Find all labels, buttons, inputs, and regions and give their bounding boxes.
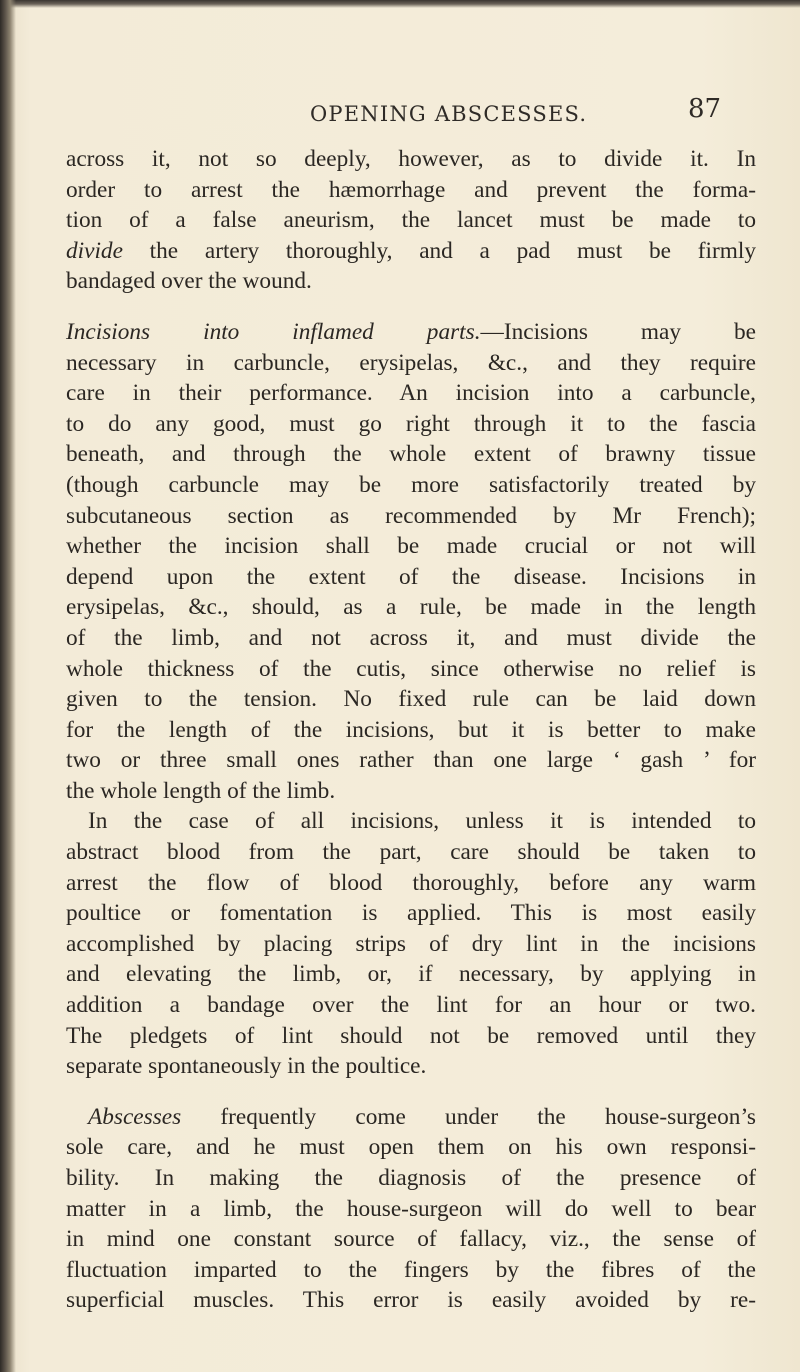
paragraph-continuation [66,144,756,297]
page-number: 87 [688,94,722,124]
text-line: abstract blood from the part, care should be taken to [66,839,756,866]
text-line: arrest the flow of blood thoroughly, before any warm [66,869,756,896]
text-line: superficial muscles. This error is easily avoided by re- [66,1287,756,1314]
page-top-edge [0,0,800,8]
text-line: bility. In making the diagnosis of the presence of [66,1165,756,1191]
text-line: subcutaneous section as recommended by Mr French); [66,502,756,529]
text-line: order to arrest the hæmorrhage and prevent the forma- [66,176,756,203]
body-text [66,144,756,1316]
page-binding-edge [0,0,16,1372]
text-line: to do any good, must go right through it to the fascia [66,410,756,437]
text-line: (though carbuncle may be more satisfactorily treated by [66,471,756,498]
text-line: whether the incision shall be made crucial or not will [66,533,756,560]
text-line: in mind one constant source of fallacy, viz., the sense of [66,1226,756,1253]
text-line: matter in a limb, the house-surgeon will do well to bear [66,1195,756,1222]
text-line: separate spontaneously in the poultice. [66,1053,427,1080]
text-line: depend upon the extent of the disease. Incisions in [66,563,756,590]
text-line: fluctuation imparted to the fingers by the fibres of the [66,1256,756,1283]
text-line: accomplished by placing strips of dry lint in the incisions [66,930,756,957]
text-line [66,1102,756,1133]
text-line: The pledgets of lint should not be removed until they [66,1022,756,1049]
text-run: frequently come under the house-surgeon’s [181,1103,756,1130]
text-line: given to the tension. No fixed rule can be laid down [66,686,756,713]
text-line: care in their performance. An incision into a carbuncle, [66,380,756,407]
text-line: of the limb, and not across it, and must divide the [66,624,756,651]
text-line: bandaged over the wound. [66,268,312,295]
text-line: across it, not so deeply, however, as to divide it. In [66,146,756,172]
text-line [66,317,756,348]
paragraph-gap [66,1082,756,1102]
running-head: OPENING ABSCESSES. [310,102,588,126]
text-line [66,236,756,267]
text-line: for the length of the incisions, but it is better to make [66,716,756,743]
text-line: the whole length of the limb. [66,777,336,804]
text-line: erysipelas, &c., should, as a rule, be made in the length [66,594,756,621]
paragraph-gap [66,297,756,317]
paragraph-abscesses [66,1102,756,1316]
text-line: addition a bandage over the lint for an hour or two. [66,992,756,1019]
page-header [0,94,800,142]
italic-term: divide [66,237,123,264]
paragraph-incisions-inflamed-parts [66,317,756,807]
text-line: tion of a false aneurism, the lancet must be made to [66,207,756,234]
text-line: poultice or fomentation is applied. This is most easily [66,900,756,927]
text-line: two or three small ones rather than one large ‘ gash ’ for [66,747,756,774]
text-line: In the case of all incisions, unless it is intended to [88,808,756,835]
section-heading-italic: Incisions into inflamed parts. [66,318,481,345]
text-line: whole thickness of the cutis, since otherwise no relief is [66,655,756,682]
text-line: necessary in carbuncle, erysipelas, &c., and they require [66,349,756,376]
text-line: and elevating the limb, or, if necessary, by applying in [66,961,756,988]
text-line: sole care, and he must open them on his own responsi- [66,1134,756,1161]
section-heading-italic: Abscesses [88,1103,182,1130]
text-run: —Incisions may be [480,318,756,345]
paragraph-case-of-incisions [66,806,756,1081]
text-line: beneath, and through the whole extent of brawny tissue [66,441,756,468]
text-run: the artery thoroughly, and a pad must be firmly [122,237,756,264]
